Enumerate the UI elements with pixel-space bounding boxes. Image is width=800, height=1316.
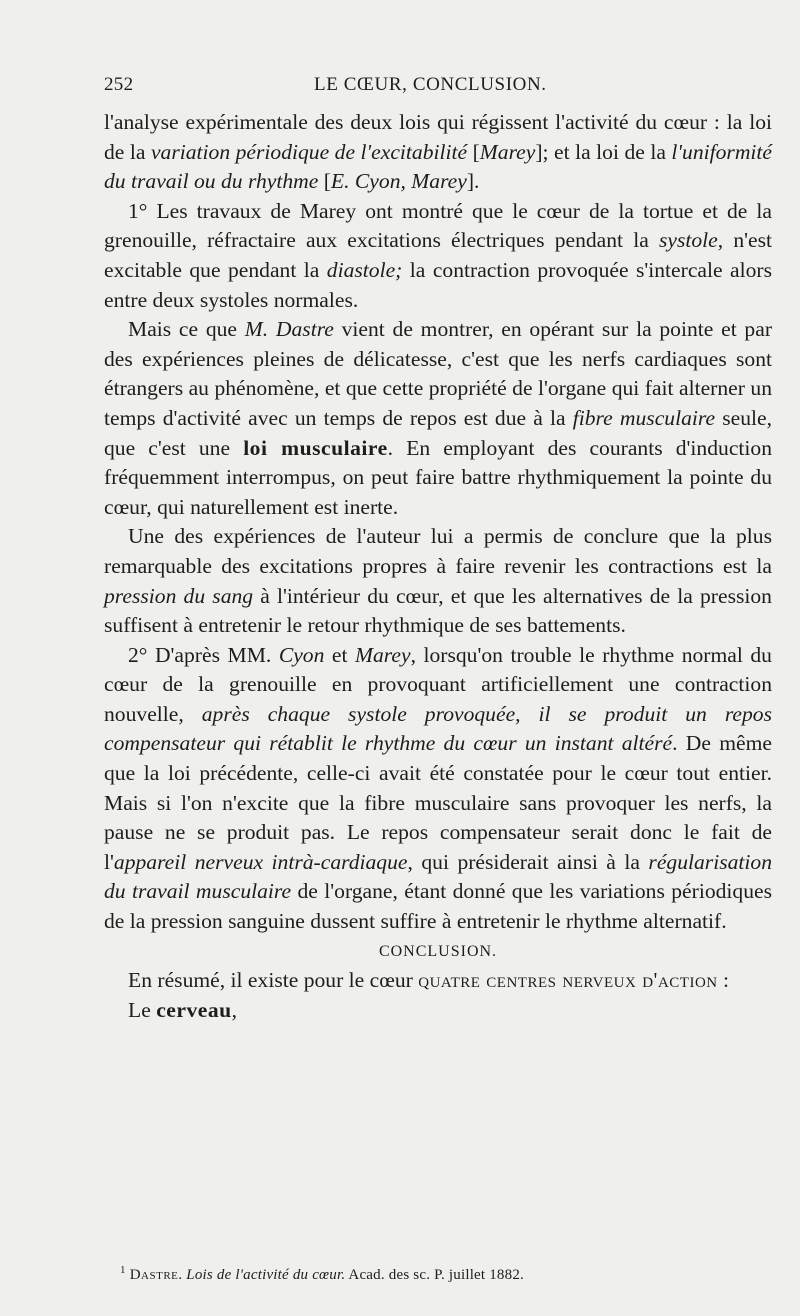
footnote-author: Dastre bbox=[129, 1267, 179, 1283]
text-run: seule, que c'est une bbox=[104, 405, 772, 460]
body-text bbox=[104, 108, 772, 1025]
text-run: l'analyse expérimentale des deux lois qui régissent l'activité du cœur : la loi de la bbox=[104, 110, 772, 164]
paragraph-4 bbox=[104, 522, 772, 640]
text-run: . En employant des courants d'induction fréquemment interrompus, on peut faire battre rhythmiquement la pointe du cœur, qui naturellement est inerte. bbox=[104, 435, 772, 519]
italic-run: fibre musculaire bbox=[572, 405, 716, 430]
italic-run: variation périodique de l'excitabilité bbox=[150, 139, 468, 164]
text-run: ]; et la loi de la bbox=[535, 139, 672, 164]
italic-run: pression du sang bbox=[104, 583, 254, 608]
text-run: vient de montrer, en opérant sur la pointe et par des expériences pleines de délicatesse, c'est que les nerfs cardiaques sont étrangers au phénomène, et que cette propriété de l'organe qui fait alterner un temps d'activité avec un temps de repos est due à la bbox=[104, 317, 773, 430]
text-run: Le bbox=[128, 997, 157, 1022]
text-run: En résumé, il existe pour le cœur bbox=[128, 968, 419, 993]
running-title: LE CŒUR, CONCLUSION. bbox=[314, 74, 547, 95]
text-run: Mais ce que bbox=[128, 317, 245, 342]
paragraph-2 bbox=[104, 197, 772, 315]
italic-run: M. Dastre bbox=[244, 317, 334, 342]
text-run: 1° Les travaux de Marey ont montré que le cœur de la tortue et de la grenouille, réfractaire aux excitations électriques pendant la bbox=[104, 198, 772, 253]
italic-run: appareil nerveux intrà-cardiaque bbox=[113, 849, 408, 874]
paragraph-1 bbox=[104, 108, 772, 197]
italic-run: Marey bbox=[355, 642, 411, 667]
text-run: Une des expériences de l'auteur lui a permis de conclure que la plus remarquable des excitations propres à faire revenir les contractions est la bbox=[104, 524, 772, 578]
text-run: ]. bbox=[466, 169, 480, 194]
text-run: . bbox=[178, 1267, 187, 1283]
italic-run: l'uniformité du travail ou du rhythme bbox=[104, 139, 773, 194]
text-run: la contraction provoquée s'intercale alors entre deux systoles normales. bbox=[104, 257, 772, 312]
footnote-marker: 1 bbox=[120, 1264, 126, 1276]
text-run: à l'intérieur du cœur, et que les alternatives de la pression suffisent à entretenir le retour rhythmique de ses battements. bbox=[104, 583, 772, 638]
italic-run: systole bbox=[658, 228, 718, 253]
italic-run: diastole; bbox=[326, 257, 403, 282]
italic-run: E. Cyon, Marey bbox=[330, 169, 467, 194]
text-run: Acad. des sc. P. juillet 1882. bbox=[345, 1267, 524, 1283]
paragraph-7 bbox=[104, 996, 772, 1026]
text-run: , n'est excitable que pendant la bbox=[104, 228, 772, 282]
italic-run: Lois de l'activité du cœur. bbox=[186, 1267, 346, 1283]
text-run: [ bbox=[467, 139, 480, 164]
text-run: et bbox=[324, 642, 356, 667]
bold-run: cerveau bbox=[156, 997, 232, 1022]
paragraph-3 bbox=[104, 315, 772, 522]
text-run: [ bbox=[318, 169, 331, 194]
italic-run: après chaque systole provoquée, il se produit un repos compensateur qui rétablit le rhythme du cœur un instant altéré bbox=[104, 701, 773, 756]
page-number: 252 bbox=[104, 74, 134, 95]
italic-run: Marey bbox=[479, 139, 536, 164]
text-run: : bbox=[717, 968, 730, 993]
italic-run: Cyon bbox=[278, 642, 325, 667]
small-caps-run: quatre centres nerveux d'action bbox=[418, 968, 718, 993]
text-run: 2° D'après MM. bbox=[128, 642, 279, 667]
italic-run: régularisation du travail musculaire bbox=[104, 849, 772, 904]
paragraph-6 bbox=[104, 966, 772, 996]
text-run: , lorsqu'on trouble le rhythme normal du cœur de la grenouille en provoquant artificiellement une contraction nouvelle, bbox=[104, 642, 772, 726]
text-run: , qui présiderait ainsi à la bbox=[407, 849, 649, 874]
paragraph-5 bbox=[104, 641, 772, 937]
footnote bbox=[120, 1264, 524, 1284]
running-header bbox=[104, 74, 772, 108]
bold-run: loi musculaire bbox=[243, 435, 388, 460]
text-run: . De même que la loi précédente, celle-ci avait été constatée pour le cœur tout entier. Mais si l'on n'excite que la fibre musculaire sans provoquer les nerfs, la pause ne se produit pas. Le repos compensateur serait donc le fait de l' bbox=[104, 731, 772, 874]
section-title: CONCLUSION. bbox=[378, 942, 498, 960]
text-run: , bbox=[231, 997, 238, 1022]
text-run: de l'organe, étant donné que les variations périodiques de la pression sanguine dussent suffire à entretenir le rhythme alternatif. bbox=[104, 879, 772, 934]
